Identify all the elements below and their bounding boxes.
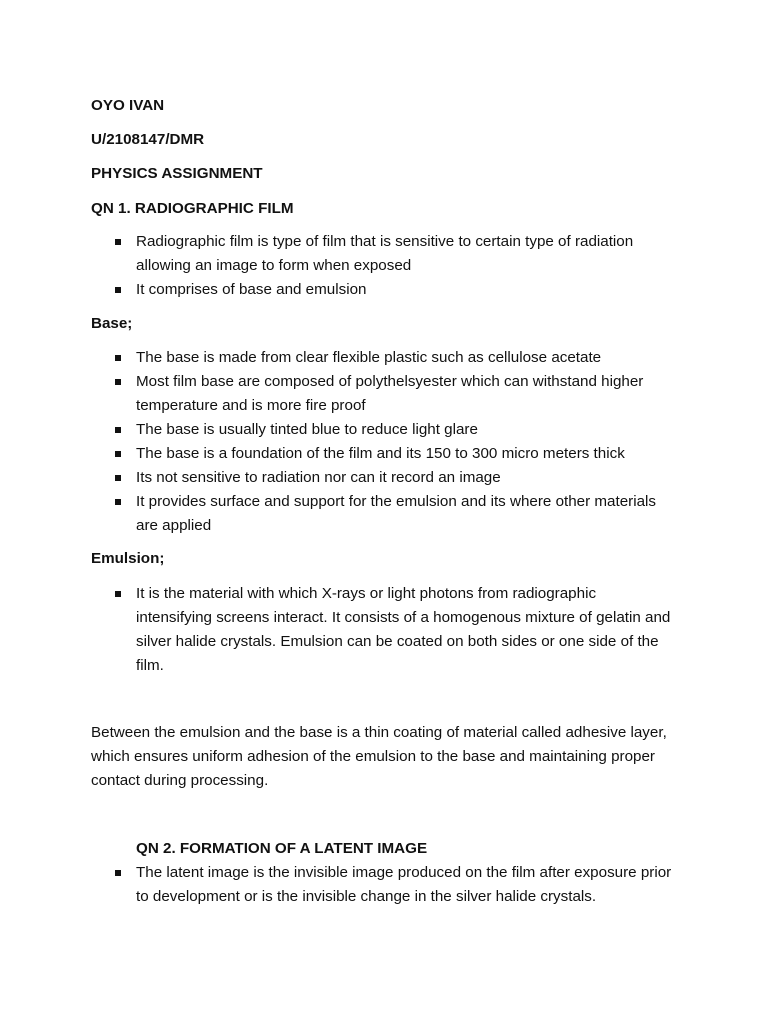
list-item: Radiographic film is type of film that is sensitive to certain type of radiation allowing an image to form when exposed xyxy=(0,230,676,278)
adhesive-layer-paragraph: Between the emulsion and the base is a thin coating of material called adhesive layer, which ensures uniform adhesion of the emulsion to the base and maintaining proper contact during processing. xyxy=(91,724,667,789)
base-heading: Base; xyxy=(91,315,133,332)
emulsion-list xyxy=(0,582,768,678)
bullet-square-icon xyxy=(115,451,121,457)
list-item: It comprises of base and emulsion xyxy=(0,278,676,302)
list-item: The base is usually tinted blue to reduce light glare xyxy=(0,418,676,442)
bullet-square-icon xyxy=(115,499,121,505)
bullet-square-icon xyxy=(115,475,121,481)
list-item: It provides surface and support for the emulsion and its where other materials are applied xyxy=(0,490,676,538)
bullet-square-icon xyxy=(115,427,121,433)
assignment-title: PHYSICS ASSIGNMENT xyxy=(91,165,263,182)
qn1-heading: QN 1. RADIOGRAPHIC FILM xyxy=(91,200,294,217)
list-item: Its not sensitive to radiation nor can it record an image xyxy=(0,466,676,490)
bullet-square-icon xyxy=(115,379,121,385)
qn2-list xyxy=(0,861,768,909)
registration-number: U/2108147/DMR xyxy=(91,131,205,148)
author-name: OYO IVAN xyxy=(91,97,165,114)
emulsion-heading: Emulsion; xyxy=(91,550,165,567)
base-list xyxy=(0,346,768,538)
list-item: The base is made from clear flexible plastic such as cellulose acetate xyxy=(0,346,676,370)
list-item: It is the material with which X-rays or light photons from radiographic intensifying screens interact. It consists of a homogenous mixture of gelatin and silver halide crystals. Emulsion can be coated on both sides or one side of the film. xyxy=(0,582,676,678)
qn1-intro-list xyxy=(0,230,768,302)
bullet-square-icon xyxy=(115,287,121,293)
list-item: The base is a foundation of the film and its 150 to 300 micro meters thick xyxy=(0,442,676,466)
list-item: The latent image is the invisible image produced on the film after exposure prior to development or is the invisible change in the silver halide crystals. xyxy=(0,861,676,909)
qn2-heading: QN 2. FORMATION OF A LATENT IMAGE xyxy=(136,840,428,857)
bullet-square-icon xyxy=(115,870,121,876)
bullet-square-icon xyxy=(115,591,121,597)
list-item: Most film base are composed of polythelsyester which can withstand higher temperature and is more fire proof xyxy=(0,370,676,418)
bullet-square-icon xyxy=(115,355,121,361)
bullet-square-icon xyxy=(115,239,121,245)
